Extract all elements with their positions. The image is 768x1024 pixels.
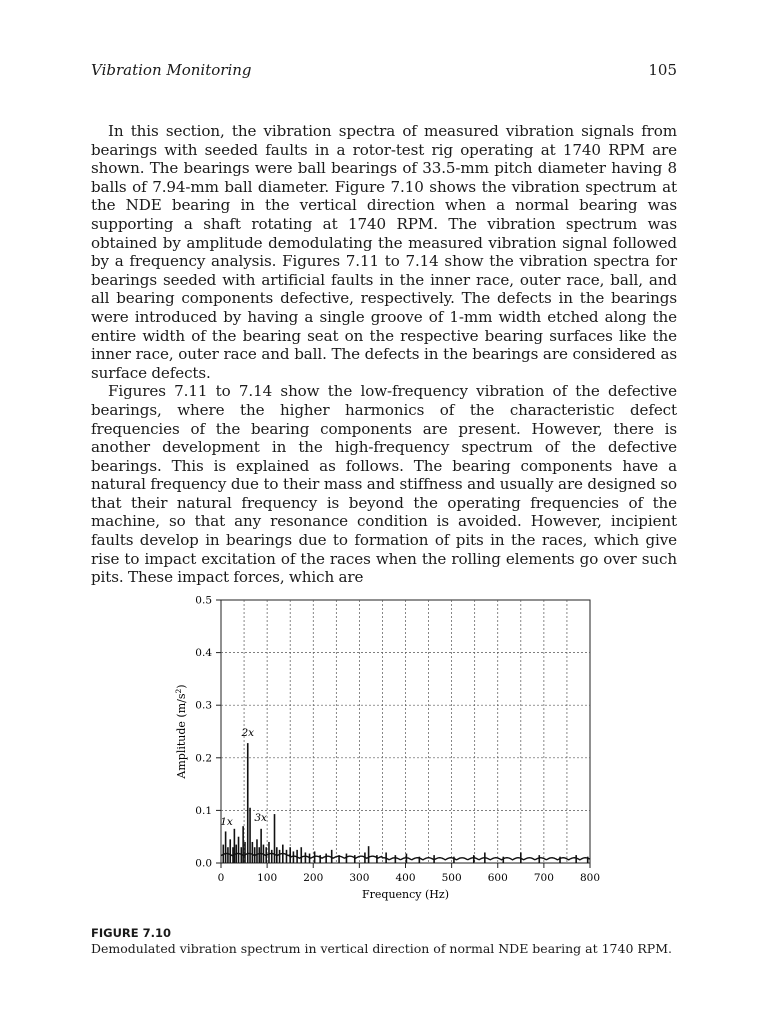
y-axis-label-sup: 2 — [174, 688, 183, 694]
x-tick-label: 500 — [441, 872, 462, 884]
x-tick-label: 300 — [349, 872, 370, 884]
running-head — [91, 61, 677, 81]
y-tick-label: 0.0 — [195, 857, 212, 870]
y-tick-label: 0.2 — [195, 752, 212, 765]
x-tick-label: 200 — [303, 872, 324, 884]
y-tick-label: 0.5 — [195, 594, 212, 607]
x-tick-label: 100 — [257, 872, 278, 884]
axis-ticks — [216, 600, 590, 868]
x-tick-label: 800 — [579, 872, 601, 884]
y-tick-label: 0.4 — [195, 647, 212, 660]
spectrum-chart — [165, 590, 605, 910]
caption-text: Demodulated vibration spectrum in vertical direction of normal NDE bearing at 1740 RPM. — [91, 941, 672, 956]
harmonic-label: 3x — [254, 812, 267, 825]
harmonic-label: 2x — [241, 726, 255, 739]
y-tick-labels — [195, 595, 212, 870]
body-text — [91, 122, 677, 587]
grid — [221, 600, 590, 863]
running-title: Vibration Monitoring — [91, 61, 252, 79]
x-tick-labels — [218, 872, 600, 884]
y-tick-label: 0.3 — [195, 699, 212, 712]
x-tick-label: 700 — [533, 872, 554, 884]
plot-frame — [221, 600, 590, 863]
harmonic-label: 1x — [220, 815, 233, 828]
figure-caption — [91, 926, 691, 956]
x-tick-label: 600 — [487, 872, 508, 884]
x-axis-label: Frequency (Hz) — [362, 888, 449, 901]
figure-7-10 — [165, 590, 605, 910]
paragraph-2: Figures 7.11 to 7.14 show the low-frequency vibration of the defective bearings, where the higher harmonics of the characteristic defect frequencies of the bearing components are present. However, there is another development in the high-frequency spectrum of the defective bearings. This is explained as follows. The bearing components have a natural frequency due to their mass and stiffness and usually are designed so that their natural frequency is beyond the operating frequencies of the machine, so that any resonance condition is avoided. However, incipient faults develop in bearings due to formation of pits in the races, which give rise to impact excitation of the races when the rolling elements go over such pits. These impact forces, which are — [91, 382, 677, 587]
x-tick-label: 400 — [395, 872, 416, 884]
harmonic-annotations — [220, 727, 267, 828]
page-number: 105 — [648, 61, 677, 79]
y-tick-label: 0.1 — [195, 804, 212, 817]
x-tick-label: 0 — [217, 872, 225, 884]
y-axis-label: Amplitude $(m/s^2)$ — [174, 684, 188, 779]
caption-label: FIGURE 7.10 — [91, 926, 172, 940]
paragraph-1: In this section, the vibration spectra of measured vibration signals from bearings with seeded faults in a rotor-test rig operating at 1740 RPM are shown. The bearings were ball bearings of 33.5-mm pitch diameter having 8 balls of 7.94-mm ball diameter. Figure 7.10 shows the vibration spectrum at the NDE bearing in the vertical direction when a normal bearing was supporting a shaft rotating at 1740 RPM. The vibration spectrum was obtained by amplitude demodulating the measured vibration signal followed by a frequency analysis. Figures 7.11 to 7.14 show the vibration spectra for bearings seeded with artificial faults in the inner race, outer race, ball, and all bearing components defective, respectively. The defects in the bearings were introduced by having a single groove of 1-mm width etched along the entire width of the bearing seat on the respective bearing surfaces like the inner race, outer race and ball. The defects in the bearings are considered as surface defects. — [91, 122, 677, 382]
